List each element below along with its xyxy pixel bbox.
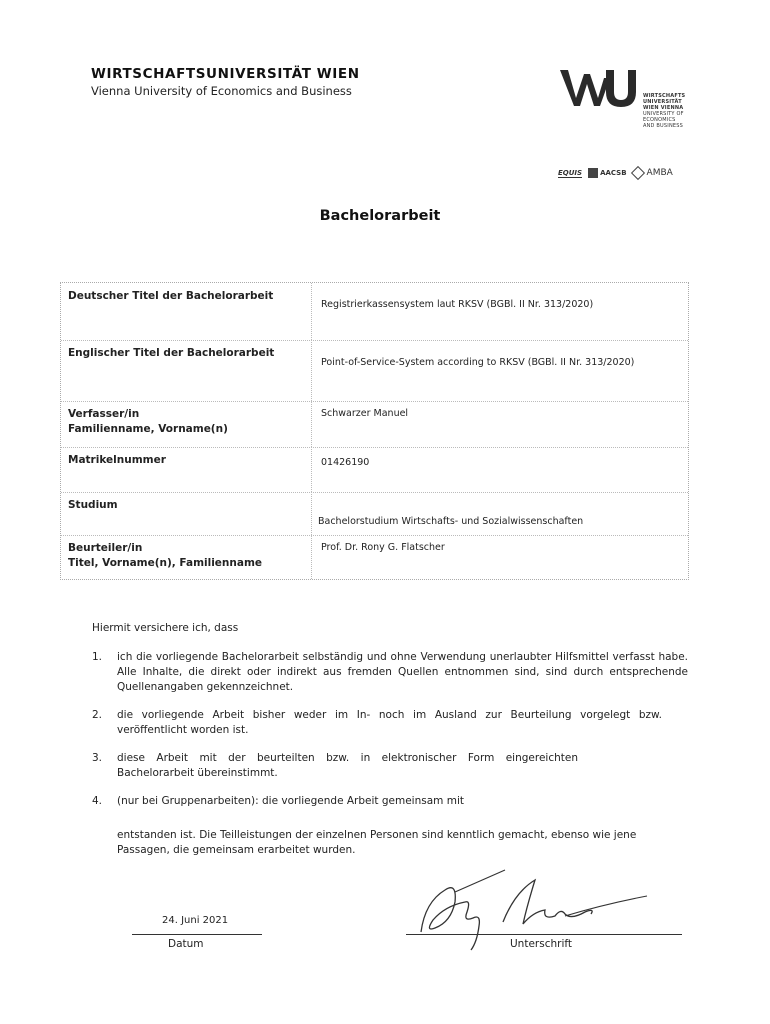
info-row-author: [61, 401, 688, 448]
info-value: 01426190: [321, 457, 370, 468]
amba-logo: AMBA: [633, 168, 673, 178]
document-title: Bachelorarbeit: [319, 208, 441, 224]
declaration-item: 1. ich die vorliegende Bachelorarbeit selbständig und ohne Verwendung unerlaubter Hilfsmittel verfasst habe. Alle Inhalte, die direkt oder indirekt aus fremden Quellen entnommen sind, sind durch entsprechende Quellenangaben gekennzeichnet.: [92, 651, 688, 693]
date-value: 24. Juni 2021: [162, 915, 229, 926]
info-row-studies: [61, 492, 688, 536]
declaration-intro: Hiermit versichere ich, dass: [92, 622, 239, 634]
info-value: Bachelorstudium Wirtschafts- und Sozialwissenschaften: [318, 516, 584, 527]
info-table: [60, 282, 689, 580]
info-row-supervisor: [61, 535, 688, 579]
info-label: Verfasser/in Familienname, Vorname(n): [68, 408, 228, 435]
university-name: WIRTSCHAFTSUNIVERSITÄT WIEN: [91, 66, 360, 82]
info-row-matriculation: [61, 447, 688, 493]
info-value: Schwarzer Manuel: [321, 408, 409, 419]
info-value: Prof. Dr. Rony G. Flatscher: [321, 542, 445, 553]
signature-line: [406, 934, 682, 935]
date-line: [132, 934, 262, 935]
wu-logo-text: WIRTSCHAFTS UNIVERSITÄT WIEN VIENNA UNIVERSITY OF ECONOMICS AND BUSINESS: [643, 93, 686, 129]
info-label: Beurteiler/in Titel, Vorname(n), Familienname: [68, 542, 263, 569]
wu-logo-icon: [558, 68, 638, 108]
university-name-en: Vienna University of Economics and Business: [91, 84, 352, 98]
aacsb-logo: AACSB: [588, 168, 626, 178]
info-row-german-title: [61, 283, 688, 341]
declaration-item: 4. (nur bei Gruppenarbeiten): die vorliegende Arbeit gemeinsam mit: [92, 795, 464, 807]
declaration-item: 3. diese Arbeit mit der beurteilten bzw. in elektronischer Form eingereichten Bachelorarbeit übereinstimmt.: [92, 752, 578, 779]
signature-label: Unterschrift: [510, 938, 572, 950]
date-label: Datum: [168, 938, 204, 950]
declaration-item: 2. die vorliegende Arbeit bisher weder im In- noch im Ausland zur Beurteilung vorgelegt bzw. veröffentlicht worden ist.: [92, 709, 662, 736]
info-label: Deutscher Titel der Bachelorarbeit: [68, 290, 274, 302]
info-row-english-title: [61, 340, 688, 402]
info-label: Matrikelnummer: [68, 454, 166, 466]
info-label: Studium: [68, 499, 118, 511]
info-label: Englischer Titel der Bachelorarbeit: [68, 347, 275, 359]
equis-logo: EQUIS: [558, 168, 583, 177]
info-value: Registrierkassensystem laut RKSV (BGBl. II Nr. 313/2020): [321, 299, 594, 310]
declaration-continuation: entstanden ist. Die Teilleistungen der einzelnen Personen sind kenntlich gemacht, ebenso wie jene Passagen, die gemeinsam erarbeitet wurden.: [117, 829, 637, 856]
aacsb-icon: [588, 168, 598, 178]
info-value: Point-of-Service-System according to RKSV (BGBl. II Nr. 313/2020): [321, 357, 635, 368]
amba-icon: [630, 166, 644, 180]
accreditation-logos: [558, 160, 688, 186]
